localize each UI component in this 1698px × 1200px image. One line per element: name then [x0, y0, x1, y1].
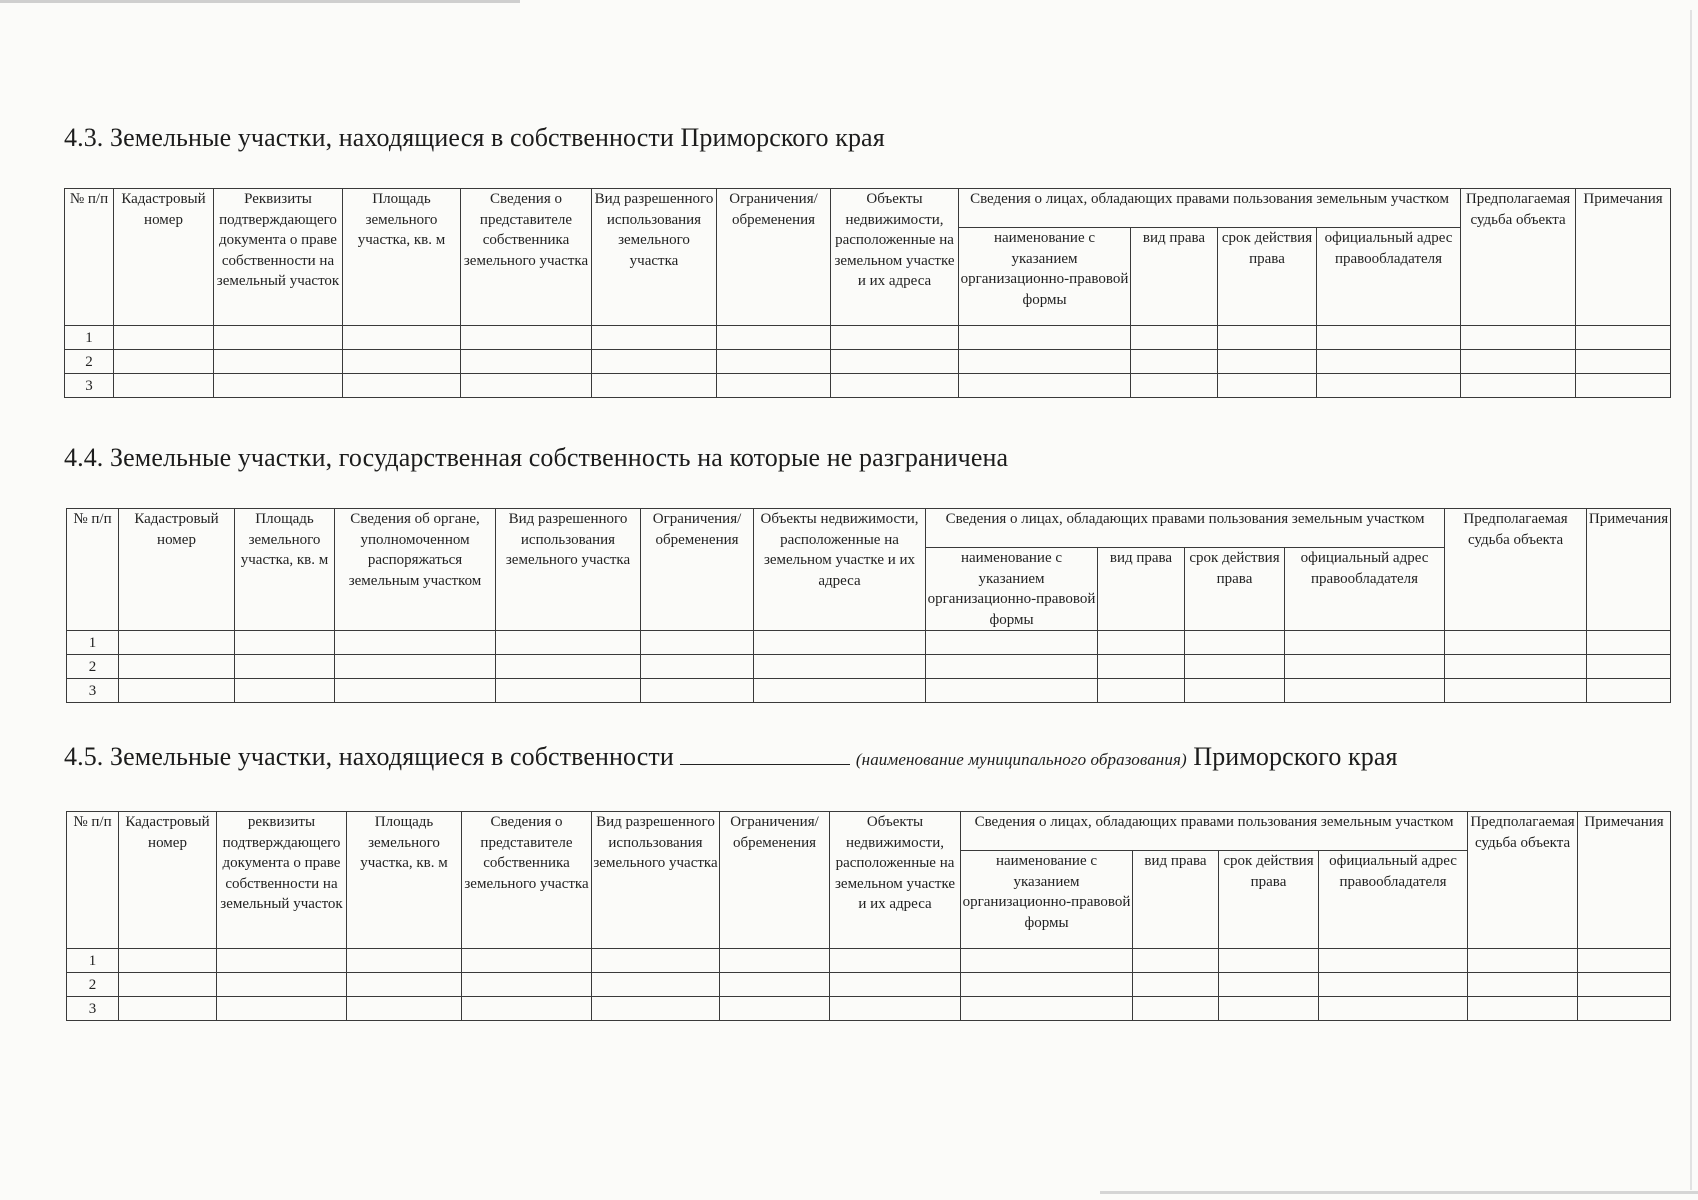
header-persons: Сведения о лицах, обладающих правами пользования земельным участком — [961, 812, 1468, 851]
header-fate: Предполагаемая судьба объекта — [1461, 189, 1576, 326]
header-person-right-type: вид права — [1133, 851, 1219, 949]
header-docs: реквизиты подтверждающего документа о праве собственности на земельный участок — [217, 812, 347, 949]
table-4-4 — [66, 508, 1671, 703]
header-owner-rep: Сведения о представителе собственника земельного участка — [461, 189, 592, 326]
header-cadastral: Кадастровый номер — [114, 189, 214, 326]
header-notes: Примечания — [1587, 509, 1671, 631]
table-row — [67, 655, 1671, 679]
row-number: 1 — [67, 949, 119, 973]
table-4-5 — [66, 811, 1671, 1021]
header-num: № п/п — [67, 509, 119, 631]
header-cadastral: Кадастровый номер — [119, 812, 217, 949]
header-use: Вид разрешенного использования земельного участка — [496, 509, 641, 631]
section-4-5-title — [64, 742, 1398, 772]
header-person-name: наименование с указанием организационно-правовой формы — [959, 228, 1131, 326]
section-4-5-title-suffix: Приморского края — [1193, 742, 1398, 771]
row-number: 3 — [67, 997, 119, 1021]
table-row — [67, 949, 1671, 973]
table-row — [67, 973, 1671, 997]
header-person-name: наименование с указанием организационно-правовой формы — [926, 548, 1098, 631]
header-person-name: наименование с указанием организационно-правовой формы — [961, 851, 1133, 949]
row-number: 1 — [65, 326, 114, 350]
header-persons: Сведения о лицах, обладающих правами пользования земельным участком — [926, 509, 1445, 548]
header-use: Вид разрешенного использования земельного участка — [592, 812, 720, 949]
header-person-address: официальный адрес правообладателя — [1285, 548, 1445, 631]
row-number: 3 — [67, 679, 119, 703]
section-4-4-title: 4.4. Земельные участки, государственная собственность на которые не разграничена — [64, 443, 1009, 472]
header-person-address: официальный адрес правообладателя — [1317, 228, 1461, 326]
table-row — [67, 631, 1671, 655]
header-objects: Объекты недвижимости, расположенные на земельном участке и их адреса — [754, 509, 926, 631]
header-num: № п/п — [65, 189, 114, 326]
table-row — [65, 374, 1671, 398]
header-person-right-term: срок действия права — [1185, 548, 1285, 631]
header-use: Вид разрешенного использования земельного участка — [592, 189, 717, 326]
row-number: 3 — [65, 374, 114, 398]
header-area: Площадь земельного участка, кв. м — [347, 812, 462, 949]
section-4-5-title-hint: (наименование муниципального образования) — [855, 750, 1187, 769]
section-4-3-title: 4.3. Земельные участки, находящиеся в собственности Приморского края — [64, 123, 885, 152]
row-number: 2 — [67, 973, 119, 997]
header-objects: Объекты недвижимости, расположенные на земельном участке и их адреса — [831, 189, 959, 326]
scan-edge-top — [0, 0, 520, 3]
header-person-address: официальный адрес правообладателя — [1319, 851, 1468, 949]
header-area: Площадь земельного участка, кв. м — [235, 509, 335, 631]
row-number: 2 — [67, 655, 119, 679]
header-organ: Сведения об органе, уполномоченном распоряжаться земельным участком — [335, 509, 496, 631]
table-row — [65, 350, 1671, 374]
table-4-3 — [64, 188, 1671, 398]
table-row — [67, 679, 1671, 703]
header-num: № п/п — [67, 812, 119, 949]
header-persons: Сведения о лицах, обладающих правами пользования земельным участком — [959, 189, 1461, 228]
header-limits: Ограничения/ обременения — [717, 189, 831, 326]
municipality-blank-line — [680, 742, 850, 765]
header-owner-rep: Сведения о представителе собственника земельного участка — [462, 812, 592, 949]
header-limits: Ограничения/ обременения — [641, 509, 754, 631]
header-person-right-type: вид права — [1098, 548, 1185, 631]
header-objects: Объекты недвижимости, расположенные на земельном участке и их адреса — [830, 812, 961, 949]
scan-edge-bottom — [1100, 1191, 1698, 1194]
header-person-right-type: вид права — [1131, 228, 1218, 326]
header-person-right-term: срок действия права — [1219, 851, 1319, 949]
header-notes: Примечания — [1576, 189, 1671, 326]
header-person-right-term: срок действия права — [1218, 228, 1317, 326]
row-number: 2 — [65, 350, 114, 374]
table-row — [67, 997, 1671, 1021]
header-cadastral: Кадастровый номер — [119, 509, 235, 631]
header-limits: Ограничения/ обременения — [720, 812, 830, 949]
row-number: 1 — [67, 631, 119, 655]
header-fate: Предполагаемая судьба объекта — [1445, 509, 1587, 631]
header-area: Площадь земельного участка, кв. м — [343, 189, 461, 326]
header-fate: Предполагаемая судьба объекта — [1468, 812, 1578, 949]
header-notes: Примечания — [1578, 812, 1671, 949]
table-row — [65, 326, 1671, 350]
scan-edge-right — [1690, 10, 1692, 1190]
section-4-5-title-prefix: 4.5. Земельные участки, находящиеся в собственности — [64, 742, 674, 771]
header-docs: Реквизиты подтверждающего документа о праве собственности на земельный участок — [214, 189, 343, 326]
